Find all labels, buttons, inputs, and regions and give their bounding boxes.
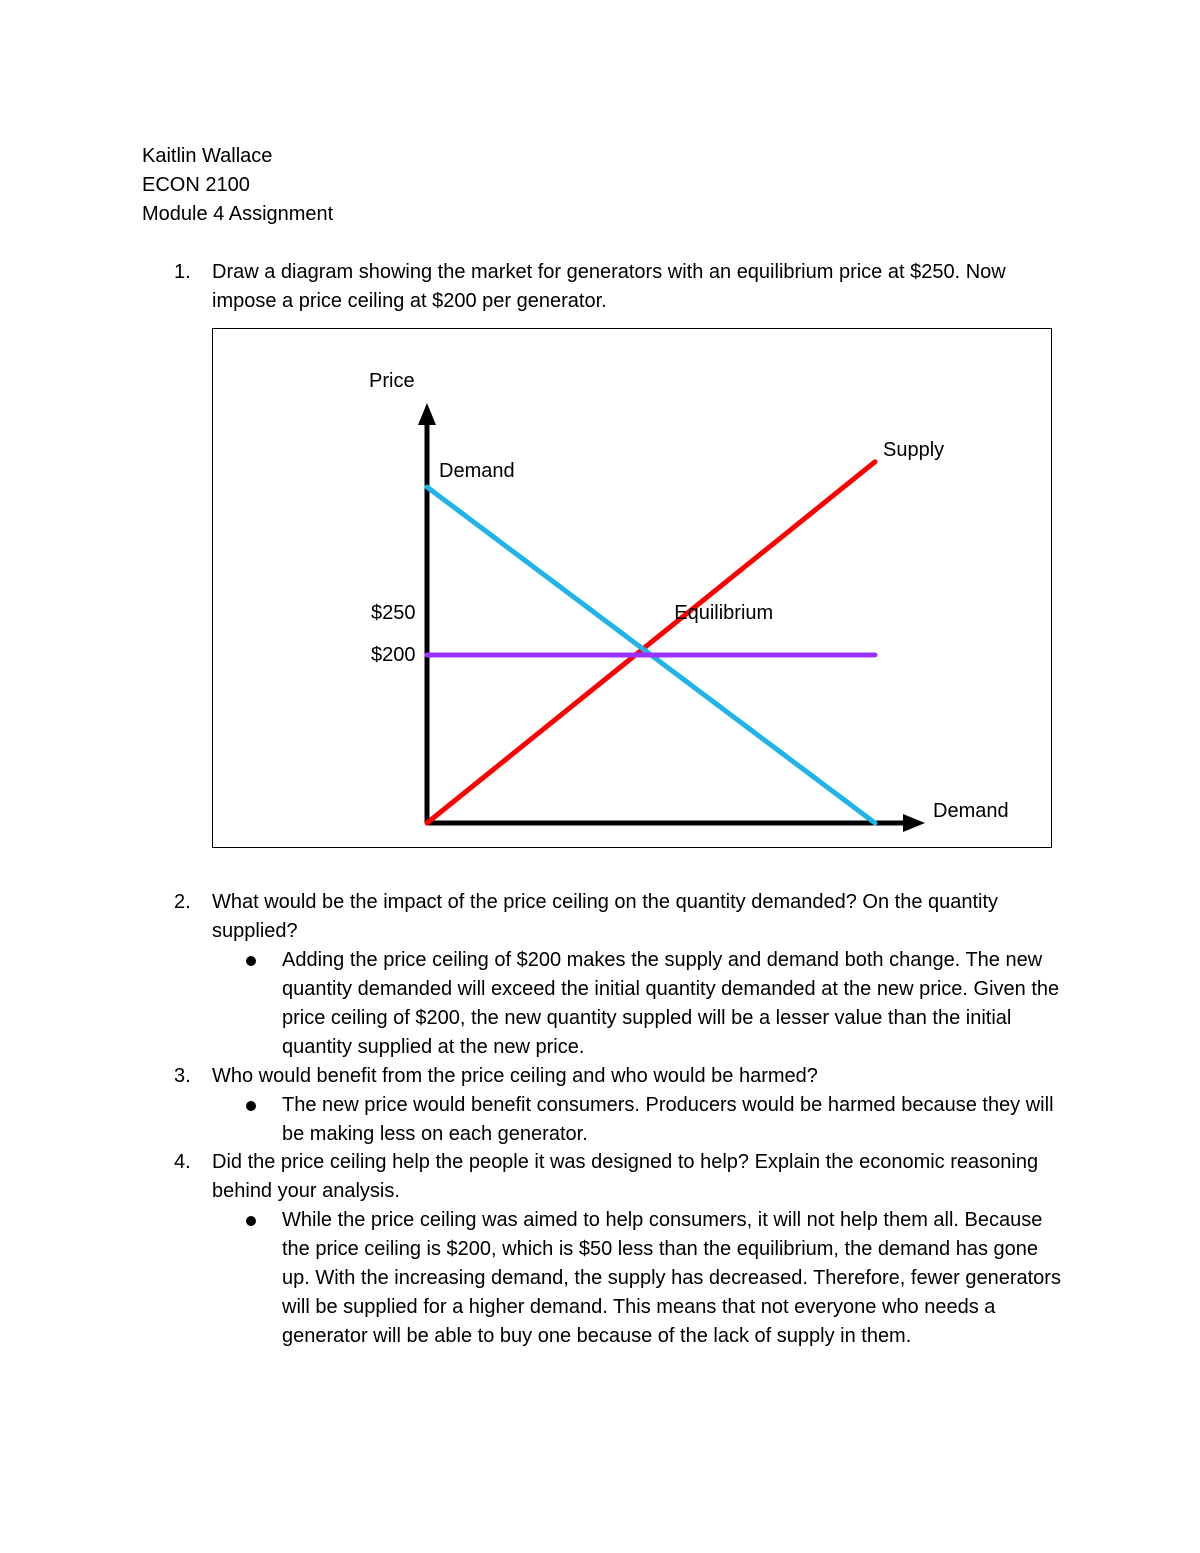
question-number: 2. (174, 891, 191, 913)
x-axis-arrow-icon (903, 814, 925, 832)
bullet-icon (246, 956, 256, 966)
question-text: Who would benefit from the price ceiling and who would be harmed? (212, 1065, 818, 1087)
question-text: Did the price ceiling help the people it was designed to help? Explain the economic reasoning behind your analysis. (212, 1151, 1039, 1202)
question-number: 4. (174, 1151, 191, 1173)
demand-label: Demand (439, 460, 515, 482)
document-header (142, 142, 333, 229)
assignment-title: Module 4 Assignment (142, 203, 334, 225)
student-name: Kaitlin Wallace (142, 145, 273, 167)
question-number: 1. (174, 261, 191, 283)
bullet-icon (246, 1216, 256, 1226)
question-text: What would be the impact of the price ceiling on the quantity demanded? On the quantity supplied? (212, 891, 999, 942)
y-axis-label: Price (369, 370, 415, 392)
answer-bullet: Adding the price ceiling of $200 makes the supply and demand both change. The new quantity demanded will exceed the initial quantity demanded at the new price. Given the price ceiling of $200, the new quantity suppled will be a lesser value than the initial quantity supplied at the new price. (282, 949, 1060, 1058)
x-axis-label: Demand (933, 800, 1009, 822)
supply-demand-chart (212, 328, 1052, 848)
y-tick-label-200: $200 (371, 644, 416, 666)
y-tick-label-250: $250 (371, 602, 416, 624)
answer-bullet: The new price would benefit consumers. Producers would be harmed because they will be making less on each generator. (282, 1094, 1054, 1145)
supply-label: Supply (883, 438, 945, 461)
equilibrium-label: Equilibrium (674, 602, 774, 624)
course-code: ECON 2100 (142, 174, 250, 196)
supply-line (427, 462, 875, 823)
answer-bullet: While the price ceiling was aimed to help consumers, it will not help them all. Because the price ceiling is $200, which is $50 less than the equilibrium, the demand has gone up. With the increasing demand, the supply has decreased. Therefore, fewer generators will be supplied for a higher demand. This means that not everyone who needs a generator will be able to buy one because of the lack of supply in them. (282, 1209, 1061, 1347)
y-axis-arrow-icon (418, 403, 436, 425)
question-number: 3. (174, 1065, 191, 1087)
chart-svg (213, 329, 1053, 849)
bullet-icon (246, 1101, 256, 1111)
question-text: Draw a diagram showing the market for generators with an equilibrium price at $250. Now impose a price ceiling at $200 per generator. (212, 261, 1006, 312)
